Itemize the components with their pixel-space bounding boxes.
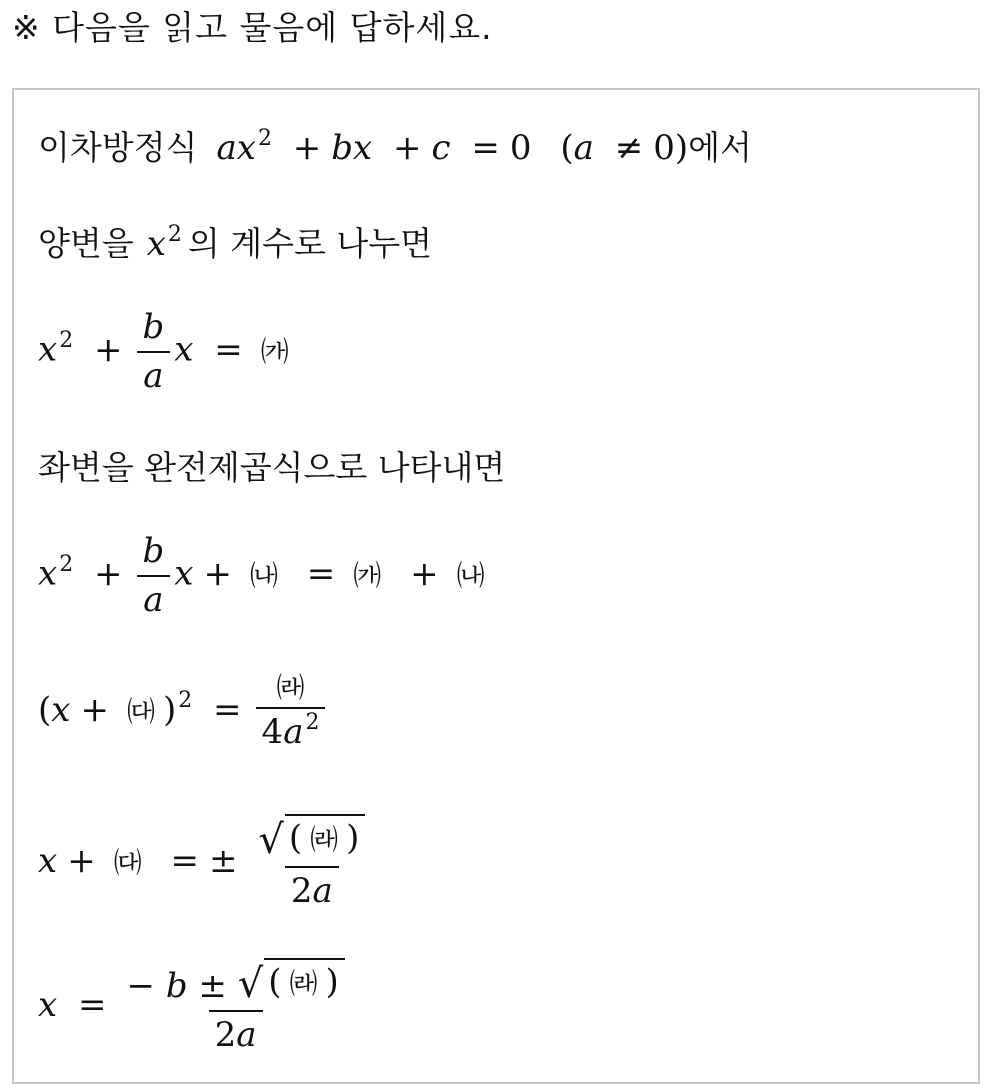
step2-equation: $x^2$ + $\frac{b}{a}$ x + ㈏ = ㈎ + ㈏ bbox=[38, 531, 485, 620]
blank-na: ㈏ bbox=[249, 558, 278, 592]
final-solution-equation: x = − b ± √ ( ㈑ ) 2a bbox=[38, 958, 355, 1056]
divide-line: 양변을 $x^2$ 의 계수로 나누면 bbox=[38, 222, 433, 264]
blank-ra-2: ㈑ bbox=[310, 823, 339, 856]
step4-equation: x + ㈐ = ± √ ( ㈑ ) 2a bbox=[38, 814, 375, 912]
intro-suffix: 에서 bbox=[688, 128, 752, 167]
blank-ga: ㈎ bbox=[260, 334, 289, 368]
fraction-b-over-a-2: $\frac{b}{a}$ bbox=[137, 530, 171, 621]
quadratic-formula-fraction: − b ± √ ( ㈑ ) 2a bbox=[121, 958, 351, 1056]
fraction-ra-over-4a2: $\frac{㈑}{4a^2}$ bbox=[256, 670, 326, 754]
blank-ga-2: ㈎ bbox=[353, 558, 382, 592]
quadratic-equation: $ax^2$ + bx + c = 0 (a ≠ 0) bbox=[216, 126, 689, 168]
step3-equation: (x + ㈐ )$^2$ = $\frac{㈑}{4a^2}$ bbox=[38, 670, 329, 754]
intro-text: 이차방정식 bbox=[38, 128, 198, 167]
equation-intro-line bbox=[38, 122, 752, 169]
complete-square-line: 좌변을 완전제곱식으로 나타내면 bbox=[38, 448, 506, 487]
solution-box bbox=[12, 88, 980, 1084]
blank-da: ㈐ bbox=[126, 694, 155, 728]
step1-equation: $x^2$ + $\frac{b}{a}$ x = ㈎ bbox=[38, 307, 289, 396]
blank-ra-3: ㈑ bbox=[289, 967, 318, 1000]
instruction-text: ※ 다음을 읽고 물음에 답하세요. bbox=[12, 8, 493, 47]
blank-da-2: ㈐ bbox=[113, 846, 142, 880]
fraction-b-over-a: $\frac{b}{a}$ bbox=[137, 306, 171, 397]
fraction-sqrt-over-2a: √ ( ㈑ ) 2a bbox=[252, 814, 371, 912]
blank-na-2: ㈏ bbox=[456, 558, 485, 592]
